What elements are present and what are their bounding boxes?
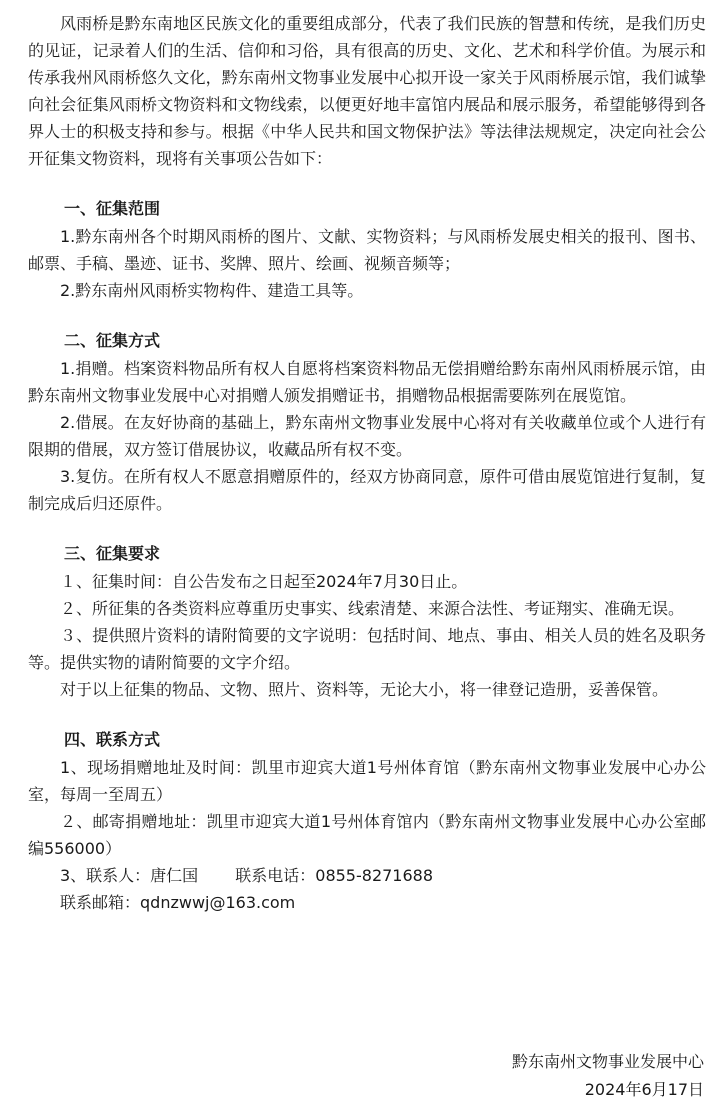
- section-item: 1.捐赠。档案资料物品所有权人自愿将档案资料物品无偿捐赠给黔东南州风雨桥展示馆，由黔东南州文物事业发展中心对捐赠人颁发捐赠证书，捐赠物品根据需要陈列在展览馆。: [28, 359, 706, 405]
- section-item: １、征集时间：自公告发布之日起至2024年7月30日止。: [60, 572, 468, 591]
- section-scope: [28, 195, 706, 304]
- section-heading: 三、征集要求: [64, 544, 161, 563]
- section-method: [28, 327, 706, 517]
- section-item: 2.黔东南州风雨桥实物构件、建造工具等。: [60, 281, 364, 300]
- section-item: 1、现场捐赠地址及时间：凯里市迎宾大道1号州体育馆（黔东南州文物事业发展中心办公室，每周一至周五）: [28, 758, 706, 804]
- intro-paragraph: 风雨桥是黔东南地区民族文化的重要组成部分，代表了我们民族的智慧和传统，是我们历史的见证，记录着人们的生活、信仰和习俗，具有很高的历史、文化、艺术和科学价值。为展示和传承我州风雨桥悠久文化，黔东南州文物事业发展中心拟开设一家关于风雨桥展示馆，我们诚挚向社会征集风雨桥文物资料和文物线索，以便更好地丰富馆内展品和展示服务，希望能够得到各界人士的积极支持和参与。根据《中华人民共和国文物保护法》等法律法规规定，决定向社会公开征集文物资料，现将有关事项公告如下：: [28, 14, 706, 168]
- section-item: 3.复仿。在所有权人不愿意捐赠原件的，经双方协商同意，原件可借由展览馆进行复制，复制完成后归还原件。: [28, 467, 706, 513]
- section-item: 对于以上征集的物品、文物、照片、资料等，无论大小，将一律登记造册，妥善保管。: [60, 680, 669, 699]
- signature-organization: 黔东南州文物事业发展中心: [511, 1052, 704, 1071]
- section-item: ２、所征集的各类资料应尊重历史事实、线索清楚、来源合法性、考证翔实、准确无误。: [60, 599, 685, 618]
- section-contact: [28, 726, 706, 916]
- section-heading: 二、征集方式: [64, 331, 161, 350]
- contact-email: 联系邮箱：qdnzwwj@163.com: [60, 893, 296, 912]
- section-requirements: [28, 540, 706, 703]
- section-heading: 四、联系方式: [64, 730, 161, 749]
- section-item: 1.黔东南州各个时期风雨桥的图片、文献、实物资料；与风雨桥发展史相关的报刊、图书、邮票、手稿、墨迹、证书、奖牌、照片、绘画、视频音频等；: [28, 227, 706, 273]
- signature-date: 2024年6月17日: [584, 1080, 704, 1099]
- section-item: 2.借展。在友好协商的基础上，黔东南州文物事业发展中心将对有关收藏单位或个人进行有限期的借展，双方签订借展协议，收藏品所有权不变。: [28, 413, 706, 459]
- section-item: ３、提供照片资料的请附简要的文字说明：包括时间、地点、事由、相关人员的姓名及职务等。提供实物的请附简要的文字介绍。: [28, 626, 706, 672]
- contact-person: 3、联系人：唐仁国 联系电话：0855-8271688: [60, 866, 434, 885]
- section-heading: 一、征集范围: [64, 199, 161, 218]
- section-item: ２、邮寄捐赠地址：凯里市迎宾大道1号州体育馆内（黔东南州文物事业发展中心办公室邮编556000）: [28, 812, 706, 858]
